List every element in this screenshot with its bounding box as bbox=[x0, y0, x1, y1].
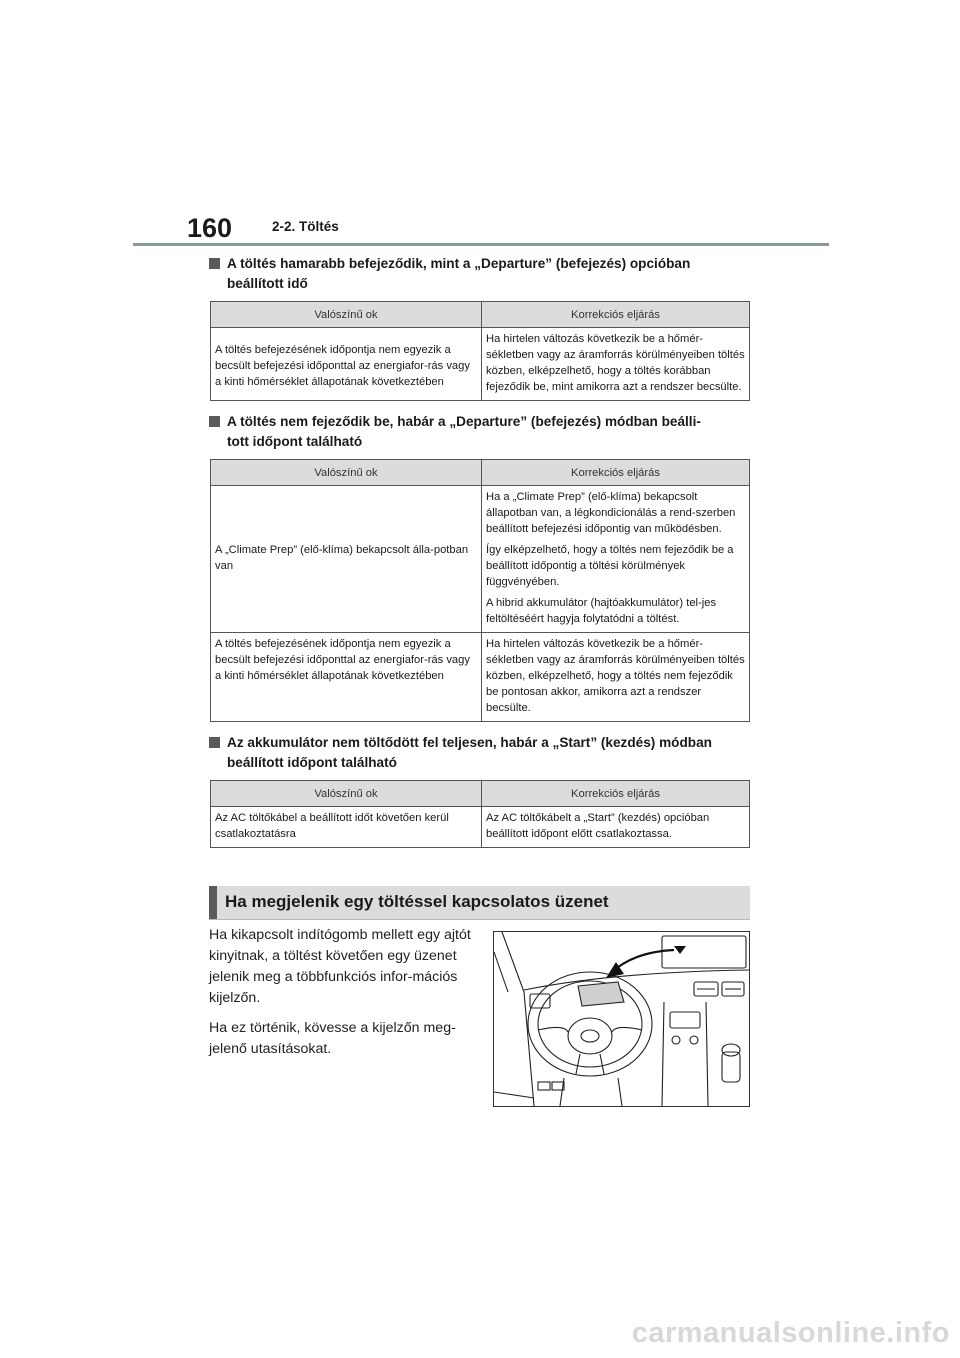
page-header bbox=[0, 0, 960, 250]
troubleshooting-table-1 bbox=[210, 301, 750, 401]
body-paragraph-2: Ha ez történik, kövesse a kijelzőn meg-jelenő utasításokat. bbox=[209, 1020, 456, 1057]
action-text: Ha hirtelen változás következik be a hőmér-sékletben vagy az áramforrás körülményeiben töltés közben, elképzelhető, hogy a töltés korábban fejeződik be, mint amikorra azt a rendszer becsülte. bbox=[486, 333, 745, 393]
table-row bbox=[211, 807, 750, 848]
subheading-2-line1: A töltés nem fejeződik be, habár a „Departure” (befejezés) módban beálli- bbox=[227, 414, 701, 429]
table-2-col-cause-header: Valószínű ok bbox=[211, 460, 482, 486]
table-1-col-cause-header: Valószínű ok bbox=[211, 302, 482, 328]
action-text: Az AC töltőkábelt a „Start” (kezdés) opcióban beállított időpont előtt csatlakoztassa. bbox=[486, 812, 710, 840]
subheading-3 bbox=[209, 733, 751, 773]
section-reference: 2-2. Töltés bbox=[272, 219, 339, 234]
header-divider bbox=[133, 243, 829, 246]
banner-accent-bar bbox=[209, 886, 217, 919]
table-1-col-action-header: Korrekciós eljárás bbox=[482, 302, 750, 328]
action-text: Ha a „Climate Prep” (elő-klíma) bekapcsolt állapotban van, a légkondicionálás a rend-szerben beállított befejezési időpontig van működésben. bbox=[486, 491, 736, 535]
subheading-3-line1: Az akkumulátor nem töltődött fel teljesen, habár a „Start” (kezdés) módban bbox=[227, 735, 712, 750]
cause-cell: A töltés befejezésének időpontja nem egyezik a becsült befejezési időponttal az energiafor-rás vagy a kinti hőmérséklet állapotának következtében bbox=[211, 328, 482, 401]
action-cell bbox=[482, 486, 750, 633]
troubleshooting-table-3 bbox=[210, 780, 750, 848]
cause-cell: A „Climate Prep” (elő-klíma) bekapcsolt álla-potban van bbox=[211, 486, 482, 633]
action-cell bbox=[482, 807, 750, 848]
table-2-col-action-header: Korrekciós eljárás bbox=[482, 460, 750, 486]
body-paragraph-1: Ha kikapcsolt indítógomb mellett egy ajtót kinyitnak, a töltést követően egy üzenet jelenik meg a többfunkciós infor-mációs kijelzőn. bbox=[209, 927, 471, 1006]
bullet-square-icon bbox=[209, 258, 220, 269]
table-row bbox=[211, 486, 750, 633]
subheading-2 bbox=[209, 412, 751, 452]
subheading-1 bbox=[209, 254, 751, 294]
dashboard-illustration-drawing bbox=[494, 932, 749, 1106]
bullet-square-icon bbox=[209, 737, 220, 748]
subheading-2-line2: tott időpont található bbox=[227, 434, 363, 449]
action-text: A hibrid akkumulátor (hajtóakkumulátor) tel-jes feltöltéséért hagyja folytatódni a töltést. bbox=[486, 597, 717, 625]
table-row bbox=[211, 328, 750, 401]
table-3-col-action-header: Korrekciós eljárás bbox=[482, 781, 750, 807]
main-content bbox=[209, 254, 751, 848]
cause-cell: A töltés befejezésének időpontja nem egyezik a becsült befejezési időponttal az energiafor-rás vagy a kinti hőmérséklet állapotának következtében bbox=[211, 633, 482, 722]
action-cell bbox=[482, 633, 750, 722]
bullet-square-icon bbox=[209, 416, 220, 427]
action-cell bbox=[482, 328, 750, 401]
page-number: 160 bbox=[187, 213, 233, 243]
subheading-3-line2: beállított időpont található bbox=[227, 755, 397, 770]
troubleshooting-table-2 bbox=[210, 459, 750, 722]
table-row bbox=[211, 633, 750, 722]
subheading-1-line2: beállított idő bbox=[227, 276, 308, 291]
cause-cell: Az AC töltőkábel a beállított időt követően kerül csatlakoztatásra bbox=[211, 807, 482, 848]
banner-title: Ha megjelenik egy töltéssel kapcsolatos üzenet bbox=[225, 892, 609, 911]
subheading-1-line1: A töltés hamarabb befejeződik, mint a „Departure” (befejezés) opcióban bbox=[227, 256, 691, 271]
section-banner bbox=[209, 886, 750, 920]
action-text: Így elképzelhető, hogy a töltés nem fejeződik be a beállított időpontig a töltési körülmények függvényében. bbox=[486, 544, 734, 588]
watermark: carmanualsonline.info bbox=[631, 1317, 950, 1349]
body-text bbox=[209, 925, 474, 1069]
dashboard-illustration bbox=[493, 931, 750, 1107]
action-text: Ha hirtelen változás következik be a hőmér-sékletben vagy az áramforrás körülményeiben töltés közben, elképzelhető, hogy a töltés nem fejeződik be pontosan akkor, amikorra azt a rendszer becsülte. bbox=[486, 638, 745, 714]
table-3-col-cause-header: Valószínű ok bbox=[211, 781, 482, 807]
